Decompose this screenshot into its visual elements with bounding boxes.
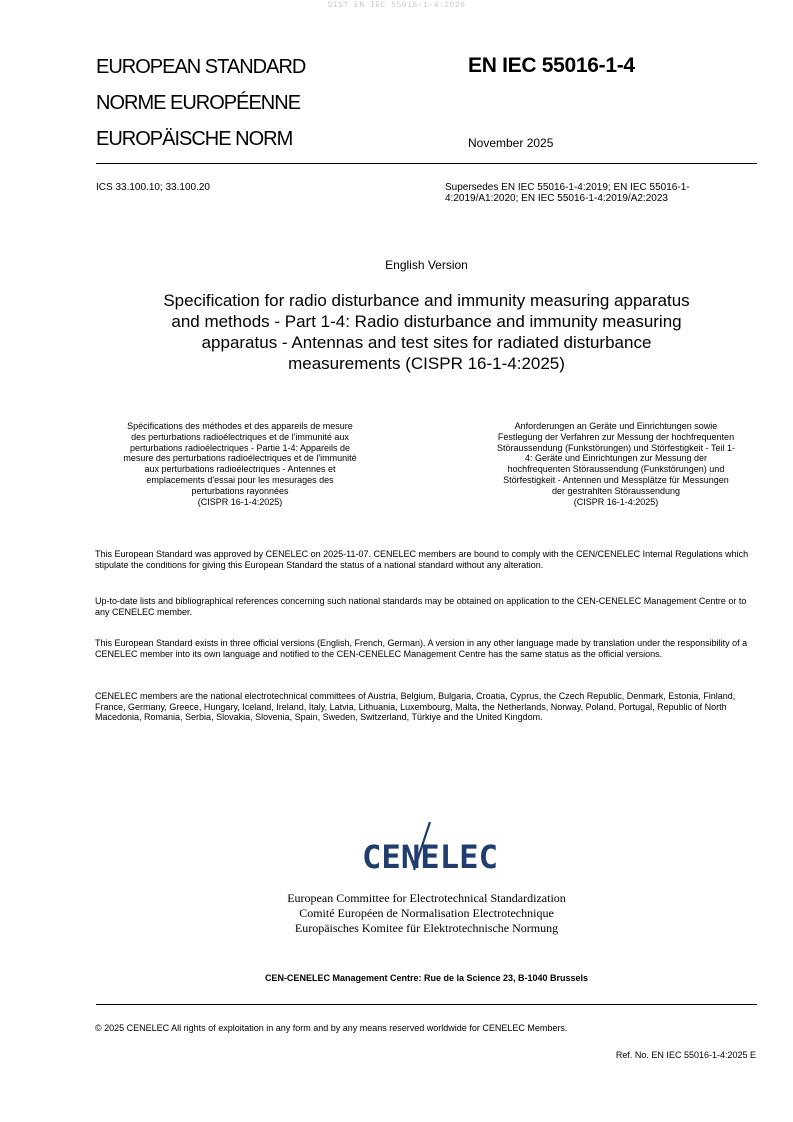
watermark: SIST EN IEC 55016-1-4:2026	[327, 1, 466, 10]
title-french: Spécifications des méthodes et des appareils de mesure des perturbations radioélectriques et de l'immunité aux perturbations radioélectriques - Partie 1-4: Appareils de mesure des perturbations radioélectriques et de l'immunité aux perturbations radioélectriques - Antennes et emplacements d'essai pour les mesurages des perturbations rayonnées (CISPR 16-1-4:2025)	[123, 421, 357, 507]
title-german: Anforderungen an Geräte und Einrichtungen sowie Festlegung der Verfahren zur Messung der hochfrequenten Störaussendung (Funkstörungen) und Störfestigkeit - Teil 1- 4: Geräte und Einrichtungen zur Messung der hochfrequenten Störaussendung (Funkstörungen) und Störfestigkeit - Antennen und Messplätze für Messungen der gestrahlten Störaussendung (CISPR 16-1-4:2025)	[497, 421, 735, 507]
footer-divider	[96, 1004, 757, 1005]
publication-date: November 2025	[468, 136, 554, 150]
standard-number: EN IEC 55016-1-4	[468, 54, 635, 77]
approval-paragraph: This European Standard was approved by CENELEC on 2025-11-07. CENELEC members are bound to comply with the CEN/CENELEC Internal Regulations which stipulate the conditions for giving this European Standard the status of a national standard without any alteration.	[95, 549, 749, 570]
document-title: Specification for radio disturbance and immunity measuring apparatus and methods - Part 1-4: Radio disturbance and immunity measuring apparatus - Antennas and test sites for radiated disturbance measurements (CISPR 16-1-4:2025)	[163, 291, 690, 373]
standard-name-fr: NORME EUROPÉENNE	[96, 92, 301, 114]
reference-number: Ref. No. EN IEC 55016-1-4:2025 E	[615, 1050, 756, 1060]
standard-name-en: EUROPEAN STANDARD	[96, 56, 306, 78]
copyright-notice: © 2025 CENELEC All rights of exploitation in any form and by any means reserved worldwide for CENELEC Members.	[95, 1023, 568, 1033]
cenelec-logo	[350, 818, 510, 874]
versions-paragraph: This European Standard exists in three official versions (English, French, German). A version in any other language made by translation under the responsibility of a CENELEC member into its own language and notified to the CEN-CENELEC Management Centre has the same status as the official versions.	[95, 638, 748, 659]
management-centre-address: CEN-CENELEC Management Centre: Rue de la Science 23, B-1040 Brussels	[264, 973, 589, 983]
header-divider	[96, 163, 757, 164]
supersedes-note: Supersedes EN IEC 55016-1-4:2019; EN IEC 55016-1-4:2019/A1:2020; EN IEC 55016-1-4:2019/A2:2023	[445, 182, 690, 204]
org-name-en: European Committee for Electrotechnical Standardization	[287, 891, 566, 905]
org-name-fr: Comité Européen de Normalisation Electrotechnique	[299, 906, 554, 920]
ics-codes: ICS 33.100.10; 33.100.20	[96, 182, 210, 193]
language-version: English Version	[385, 258, 468, 272]
cenelec-logo-text: CENELEC	[362, 838, 498, 874]
org-name-de: Europäisches Komitee für Elektrotechnische Normung	[294, 921, 559, 935]
members-paragraph: CENELEC members are the national electrotechnical committees of Austria, Belgium, Bulgaria, Croatia, Cyprus, the Czech Republic, Denmark, Estonia, Finland, France, Germany, Greece, Hungary, Iceland, Ireland, Italy, Latvia, Lithuania, Luxembourg, Malta, the Netherlands, Norway, Poland, Portugal, Republic of North Macedonia, Romania, Serbia, Slovakia, Slovenia, Spain, Sweden, Switzerland, Türkiye and the United Kingdom.	[95, 691, 736, 722]
standard-name-de: EUROPÄISCHE NORM	[96, 128, 293, 150]
references-paragraph: Up-to-date lists and bibliographical references concerning such national standards may be obtained on application to the CEN-CENELEC Management Centre or to any CENELEC member.	[95, 596, 747, 617]
